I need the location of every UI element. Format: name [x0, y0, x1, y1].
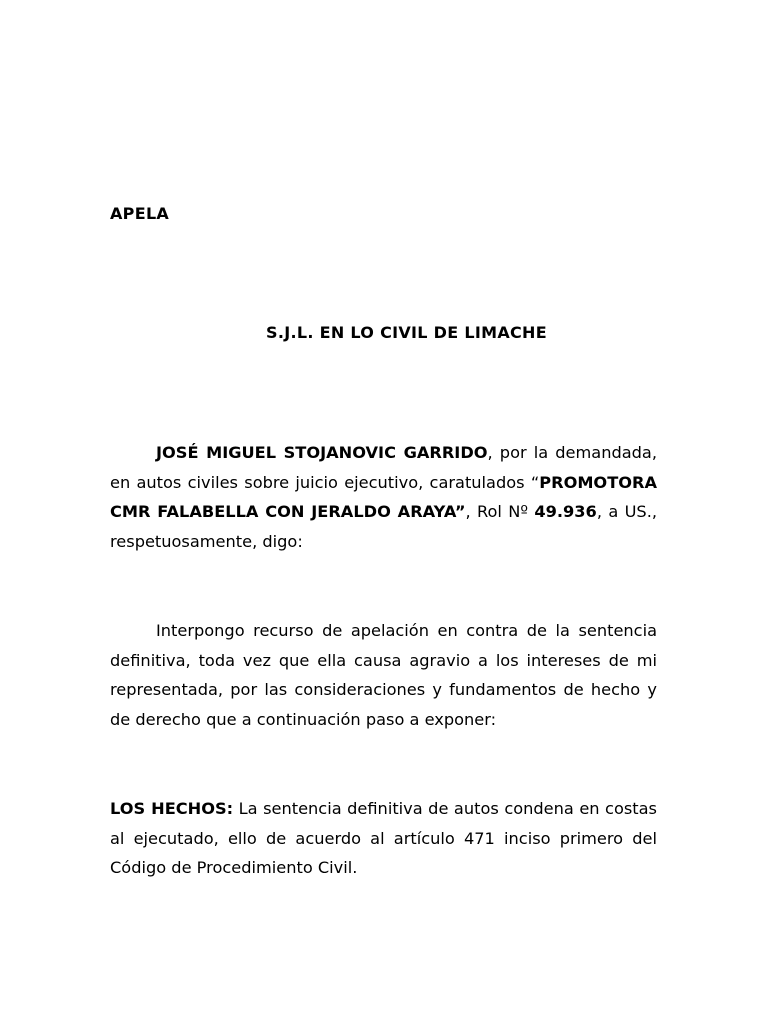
intro-text-1: , por la demandada, en autos civiles sobre juicio ejecutivo, caratulados “	[110, 443, 657, 492]
facts-text: La sentencia definitiva de autos condena en costas al ejecutado, ello de acuerdo al artículo 471 inciso primero del Código de Procedimiento Civil.	[110, 799, 657, 878]
appeal-paragraph	[110, 616, 657, 735]
case-name: PROMOTORA CMR FALABELLA CON JERALDO ARAYA”	[110, 472, 657, 522]
sumilla-heading: APELA	[110, 204, 170, 223]
party-name: JOSÉ MIGUEL STOJANOVIC GARRIDO	[156, 443, 488, 462]
facts-label: LOS HECHOS:	[110, 799, 234, 818]
rol-number: 49.936	[534, 502, 597, 522]
court-heading: S.J.L. EN LO CIVIL DE LIMACHE	[266, 323, 547, 342]
intro-text-3: , a US., respetuosamente, digo:	[110, 502, 657, 552]
appeal-text: Interpongo recurso de apelación en contra de la sentencia definitiva, toda vez que ella causa agravio a los intereses de mi representada, por las consideraciones y fundamentos de hecho y de derecho que a continuación paso a exponer:	[110, 621, 657, 730]
intro-paragraph	[110, 438, 657, 557]
facts-paragraph	[110, 794, 657, 883]
intro-text-2: , Rol Nº	[465, 502, 535, 522]
